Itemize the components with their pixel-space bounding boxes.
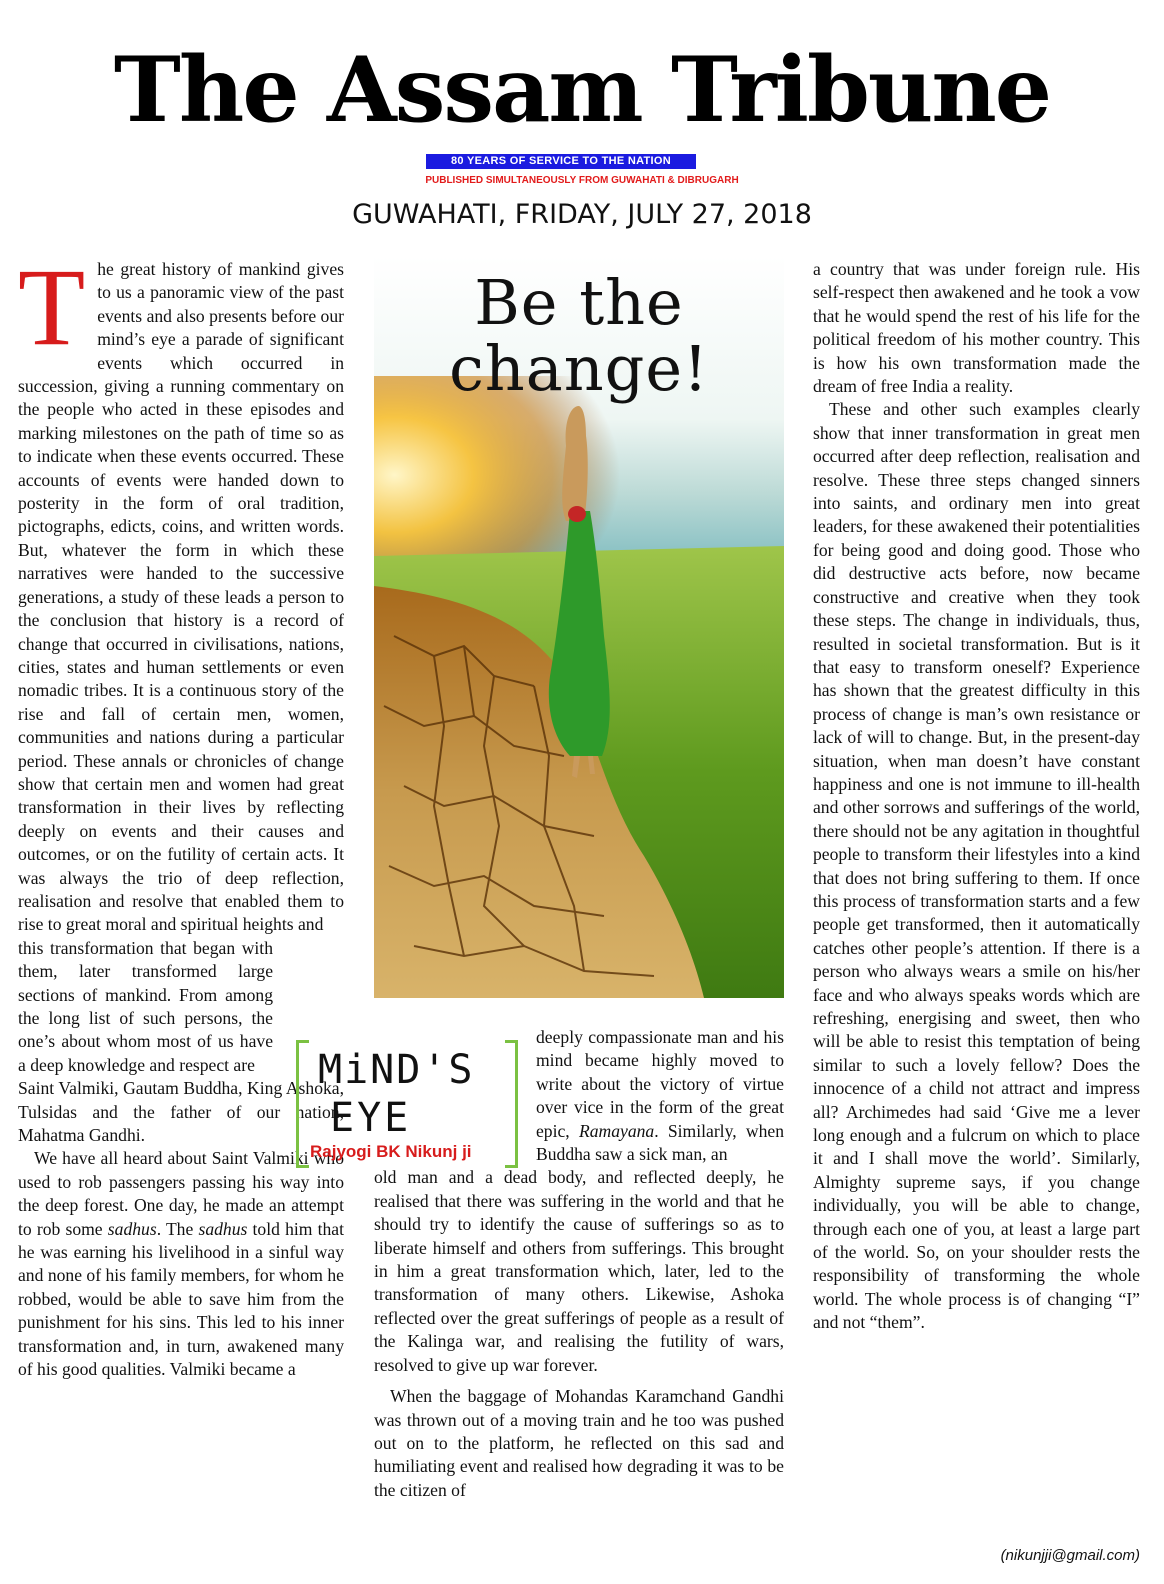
col3-paragraph-2: These and other such examples clearly show that inner transformation in great men occurred after deep reflection, realisation and resolve. These three steps changed sinners into saints, and ordinary men into great leaders, for these awakened their potentialities for being good and doing good. Those who did destructive acts before, now became constructive and creative when they took these steps. The change in individuals, thus, resulted in societal transformation. But is it that easy to transform oneself? Experience has shown that the greatest difficulty in this process of change is man’s own resistance or lack of will to change. But, in the present-day situation, when man doesn’t have constant happiness and one is not immune to ill-health and other sorrows and sufferings of the world, there should not be any agitation in thoughtful people to transform their lifestyles into a kind that does not bring suffering to them. If once this process of transformation starts and a few people get transformed, then it automatically catches other people’s attention. If there is a person who always wears a smile on his/her face and who always speaks words which are refreshing, energising and sweet, then who will be able to resist this temptation of being similar to such a lovely fellow? Does the innocence of a child not attract and impress all? Archimedes had said ‘Give me a lever long enough and a fulcrum on which to place it and I shall move the world’. Similarly, Almighty supreme says, if you change individually, you will be able to change, through each one of you, at least a large part of the world. So, on your shoulder rests the responsibility of transforming the whole world. The whole process is of changing “I” and not “them”. bbox=[813, 399, 1140, 1333]
col2-p1-text-a: deeply compassionate man and his mind became highly moved to write about the victory of virtue over vice in the form of the great epic, bbox=[536, 1027, 784, 1141]
author-email: (nikunjji@gmail.com) bbox=[1000, 1547, 1140, 1564]
bracket-left bbox=[296, 1040, 309, 1168]
col2-paragraph-2: When the baggage of Mohandas Karamchand Gandhi was thrown out of a moving train and he too was pushed out on to the platform, he reflected on this sad and humiliating event and realised how degrading it was to be the citizen of bbox=[374, 1386, 784, 1500]
drop-cap: T bbox=[18, 246, 86, 368]
col1-paragraph-1-end: Saint Valmiki, Gautam Buddha, King Ashoka, Tulsidas and the father of our nation, Mahatma Gandhi. bbox=[18, 1078, 344, 1146]
byline: Rajyogi BK Nikunj ji bbox=[310, 1142, 472, 1161]
col1-p2-italic-b: sadhus bbox=[198, 1218, 248, 1239]
col1-p2-text-a: We have all heard about Saint Valmiki who used to rob passengers passing his way into the deep forest. One day, he made an attempt to rob some bbox=[18, 1148, 344, 1239]
col1-paragraph-1-start: he great history of mankind gives to us a panoramic view of the past events and also presents before our mind’s eye a parade of significant events which occurred in succession, giving a running commentary on the people who acted in these episodes and marking milestones on the path of time so as to indicate when these events occurred. These accounts of events were handed down to posterity in the form of oral tradition, pictographs, edicts, coins, and written words. But, whatever the form in which these narratives were handed to the successive generations, a study of these leads a person to the conclusion that history is a record of change that occurred in civilisations, nations, cities, states and human settlements or even nomadic tribes. It is a continuous story of the rise and fall of certain men, women, communities and nations during a particular period. These annals or chronicles of change show that certain men and women had great transformation in their lives by reflecting deeply on events and their causes and outcomes, or on the futility of certain acts. It was always the trio of deep reflection, realisation and resolve that enabled them to rise to great moral and spiritual heights and bbox=[18, 259, 344, 935]
headline-line1: Be the bbox=[474, 266, 684, 339]
col2-paragraph-1-narrow bbox=[536, 1026, 784, 1166]
col1-p2-italic-a: sadhus bbox=[107, 1218, 157, 1239]
masthead-title: The Assam Tribune bbox=[113, 37, 1051, 143]
column-name-line1: MiND'S bbox=[318, 1047, 475, 1093]
col3-paragraph-1: a country that was under foreign rule. His self-respect then awakened and he took a vow that he would spend the rest of his life for the political freedom of his mother country. This is how his own transformation made the dream of free India a reality. bbox=[813, 259, 1140, 397]
dateline: GUWAHATI, FRIDAY, JULY 27, 2018 bbox=[352, 199, 812, 230]
col1-paragraph-2 bbox=[18, 1147, 344, 1381]
col2-p1-italic: Ramayana bbox=[578, 1120, 655, 1141]
col1-p2-text-b: . The bbox=[156, 1218, 199, 1239]
article-column-2 bbox=[374, 1026, 784, 1502]
article-column-1 bbox=[18, 246, 344, 1382]
headline-line2: change! bbox=[449, 332, 709, 405]
masthead-published: PUBLISHED SIMULTANEOUSLY FROM GUWAHATI & DIBRUGARH bbox=[425, 175, 739, 186]
article-column-3 bbox=[813, 258, 1140, 1335]
masthead-tagline: 80 YEARS OF SERVICE TO THE NATION bbox=[426, 154, 696, 169]
col1-p2-text-c: told him that he was earning his livelihood in a sinful way and none of his family members, for whom he robbed, would be able to save him from the punishment for his sins. This led to his inner transformation and, in turn, awakened many of his good qualities. Valmiki became a bbox=[18, 1218, 344, 1380]
column-name-line2: EYE bbox=[330, 1095, 412, 1141]
col1-paragraph-1-narrow: this transformation that began with them, later transformed large sections of mankind. From among the long list of such persons, the one’s about whom most of us have a deep knowledge and respect are bbox=[18, 937, 273, 1075]
col2-paragraph-1-wide: old man and a dead body, and reflected deeply, he realised that there was suffering in the world and that he should try to identify the cause of sufferings so as to liberate himself and others from sufferings. This brought in him a great transformation which, later, led to the transformation of many others. Likewise, Ashoka reflected over the great sufferings of people as a result of the Kalinga war, and realising the futility of wars, resolved to give up war forever. bbox=[374, 1167, 784, 1375]
article-headline bbox=[374, 266, 784, 405]
col2-p1-text-b: . Similarly, when Buddha saw a sick man, an bbox=[536, 1120, 784, 1165]
